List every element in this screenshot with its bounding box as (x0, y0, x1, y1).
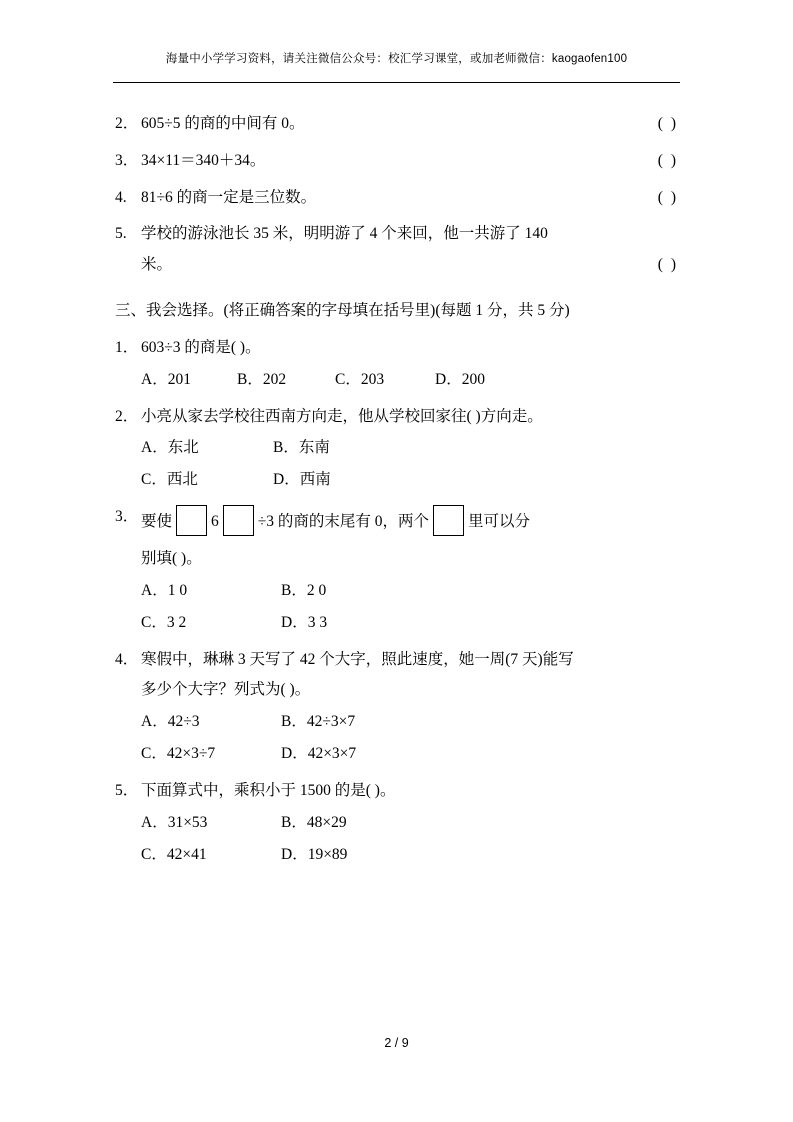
question-stem-part2: ÷3 的商的末尾有 0，两个 (257, 513, 430, 531)
truefalse-item (115, 224, 678, 275)
choice-row (115, 613, 678, 633)
truefalse-item (115, 151, 678, 171)
item-number: 5． (115, 781, 139, 799)
choice-option-b[interactable]: B．48×29 (281, 813, 347, 831)
page-content (115, 83, 678, 864)
item-body (141, 781, 678, 801)
page-number: 2 / 9 (384, 1036, 409, 1050)
item-number: 3． (115, 151, 139, 169)
item-body (141, 188, 678, 208)
item-body (141, 151, 678, 171)
choice-option-a[interactable]: A．1 0 (141, 581, 188, 599)
choice-row (115, 470, 678, 490)
question-stem-part3: 里可以分 (468, 513, 531, 531)
choice-option-d[interactable]: D．19×89 (281, 845, 348, 863)
question-stem: 603÷3 的商是( )。 (141, 338, 261, 356)
choice-option-c[interactable]: C．西北 (141, 471, 198, 489)
item-body (141, 650, 678, 701)
item-number: 2． (115, 407, 139, 425)
question-stem-line2: 多少个大字？列式为( )。 (141, 681, 311, 699)
item-number: 4. (115, 188, 127, 206)
question-stem-line2-wrap (141, 680, 678, 700)
fill-blank-box[interactable] (433, 505, 464, 536)
answer-parenthesis[interactable]: ( ) (657, 188, 678, 206)
item-text: 34×11＝340＋34。 (141, 151, 266, 169)
choice-question (115, 781, 678, 801)
item-number: 2． (115, 115, 139, 132)
answer-parenthesis[interactable]: ( ) (657, 256, 678, 274)
item-number: 5. (115, 225, 127, 243)
item-body (141, 338, 678, 358)
item-text-line2: 米。 (141, 256, 173, 274)
choice-option-c[interactable]: C．3 2 (141, 613, 187, 631)
question-stem-line2-wrap (141, 549, 678, 569)
choice-option-d[interactable]: D．42×3×7 (281, 745, 357, 763)
choice-option-a[interactable]: A．42÷3 (141, 713, 200, 731)
question-stem: 下面算式中，乘积小于 1500 的是( )。 (141, 781, 396, 799)
choice-row (115, 845, 678, 865)
choice-question (115, 338, 678, 358)
choice-option-d[interactable]: D．西南 (273, 471, 331, 489)
choice-question (115, 407, 678, 427)
item-text: 605÷5 的商的中间有 0。 (141, 115, 305, 132)
answer-parenthesis[interactable]: ( ) (657, 115, 678, 132)
choice-option-a[interactable]: A．31×53 (141, 813, 208, 831)
choice-option-b[interactable]: B．202 (237, 370, 287, 388)
question-stem: 寒假中，琳琳 3 天写了 42 个大字，照此速度，她一周(7 天)能写 (141, 650, 574, 668)
choice-option-b[interactable]: B．42÷3×7 (281, 713, 356, 731)
item-body (141, 224, 678, 275)
choice-question (115, 650, 678, 701)
choice-option-c[interactable]: C．203 (335, 370, 385, 388)
item-number: 4． (115, 650, 139, 668)
choice-option-c[interactable]: C．42×3÷7 (141, 745, 216, 763)
choice-row (115, 813, 678, 833)
question-stem-part1: 要使 (141, 513, 173, 531)
choice-row (115, 438, 678, 458)
question-stem-line2: 别填( )。 (141, 550, 202, 568)
header-note: 海量中小学学习资料，请关注微信公众号：校汇学习课堂，或加老师微信：kaogaofen100 (165, 53, 628, 65)
item-body (141, 507, 678, 569)
item-text: 81÷6 的商一定是三位数。 (141, 188, 317, 206)
choice-row (115, 581, 678, 601)
truefalse-item (115, 114, 678, 134)
choice-option-a[interactable]: A．东北 (141, 439, 199, 457)
item-text: 学校的游泳池长 35 米，明明游了 4 个来回，他一共游了 140 (141, 225, 548, 243)
item-body (141, 114, 678, 134)
item-number: 3． (115, 508, 139, 526)
question-stem-digit: 6 (211, 513, 219, 531)
choice-option-c[interactable]: C．42×41 (141, 845, 207, 863)
item-number: 1． (115, 338, 139, 356)
item-text-line2-wrap (141, 255, 678, 275)
choice-option-d[interactable]: D．3 3 (281, 613, 328, 631)
answer-parenthesis[interactable]: ( ) (657, 151, 678, 169)
choice-option-d[interactable]: D．200 (435, 370, 485, 388)
choice-option-a[interactable]: A．201 (141, 370, 191, 388)
choice-option-b[interactable]: B．东南 (273, 439, 330, 457)
item-body (141, 407, 678, 427)
truefalse-item (115, 188, 678, 208)
choice-row (115, 712, 678, 732)
choice-row (115, 370, 678, 390)
choice-row (115, 744, 678, 764)
fill-blank-box[interactable] (223, 505, 254, 536)
section-title-multiple-choice: 三、我会选择。(将正确答案的字母填在括号里)(每题 1 分，共 5 分) (115, 302, 570, 320)
choice-option-b[interactable]: B．2 0 (281, 581, 327, 599)
question-stem: 小亮从家去学校往西南方向走，他从学校回家往( )方向走。 (141, 407, 543, 425)
choice-question (115, 507, 678, 569)
fill-blank-box[interactable] (176, 505, 207, 536)
